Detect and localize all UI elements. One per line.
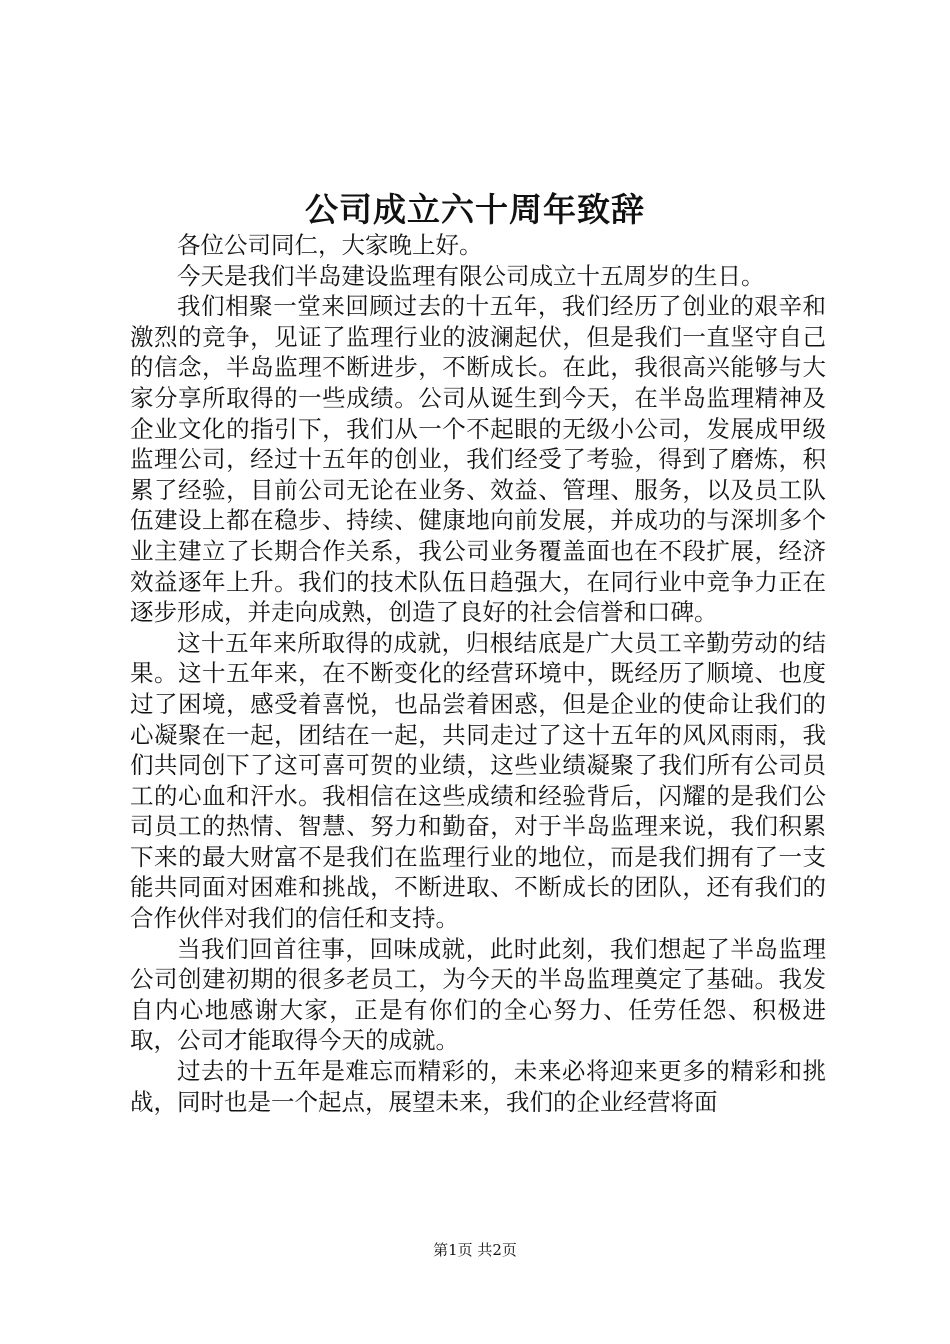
- paragraph-intro: 今天是我们半岛建设监理有限公司成立十五周岁的生日。: [177, 261, 765, 290]
- document-title: 公司成立六十周年致辞: [305, 190, 645, 229]
- page-number-footer: 第1页 共2页: [433, 1241, 517, 1259]
- paragraph-gratitude: 当我们回首往事，回味成就，此时此刻，我们想起了半岛监理公司创建初期的很多老员工，为今天的半岛监理奠定了基础。我发自内心地感谢大家，正是有你们的全心努力、任劳任怨、积极进取，公司才能取得今天的成就。: [130, 934, 826, 1055]
- document-body: [130, 230, 826, 1117]
- paragraph-greeting: 各位公司同仁，大家晚上好。: [177, 231, 483, 259]
- paragraph-achievements: 这十五年来所取得的成就，归根结底是广大员工辛勤劳动的结果。这十五年来，在不断变化的经营环境中，既经历了顺境、也度过了困境，感受着喜悦，也品尝着困惑，但是企业的使命让我们的心凝聚在一起，团结在一起，共同走过了这十五年的风风雨雨，我们共同创下了这可喜可贺的业绩，这些业绩凝聚了我们所有公司员工的心血和汗水。我相信在这些成绩和经验背后，闪耀的是我们公司员工的热情、智慧、努力和勤奋，对于半岛监理来说，我们积累下来的最大财富不是我们在监理行业的地位，而是我们拥有了一支能共同面对困难和挑战，不断进取、不断成长的团队，还有我们的合作伙伴对我们的信任和支持。: [130, 628, 826, 933]
- paragraph-review: 我们相聚一堂来回顾过去的十五年，我们经历了创业的艰辛和激烈的竞争，见证了监理行业的波澜起伏，但是我们一直坚守自己的信念，半岛监理不断进步，不断成长。在此，我很高兴能够与大家分享所取得的一些成绩。公司从诞生到今天，在半岛监理精神及企业文化的指引下，我们从一个不起眼的无级小公司，发展成甲级监理公司，经过十五年的创业，我们经受了考验，得到了磨炼，积累了经验，目前公司无论在业务、效益、管理、服务，以及员工队伍建设上都在稳步、持续、健康地向前发展，并成功的与深圳多个业主建立了长期合作关系，我公司业务覆盖面也在不段扩展，经济效益逐年上升。我们的技术队伍日趋强大，在同行业中竞争力正在逐步形成，并走向成熟，创造了良好的社会信誉和口碑。: [130, 292, 826, 627]
- paragraph-future: 过去的十五年是难忘而精彩的，未来必将迎来更多的精彩和挑战，同时也是一个起点，展望未来，我们的企业经营将面: [130, 1057, 826, 1116]
